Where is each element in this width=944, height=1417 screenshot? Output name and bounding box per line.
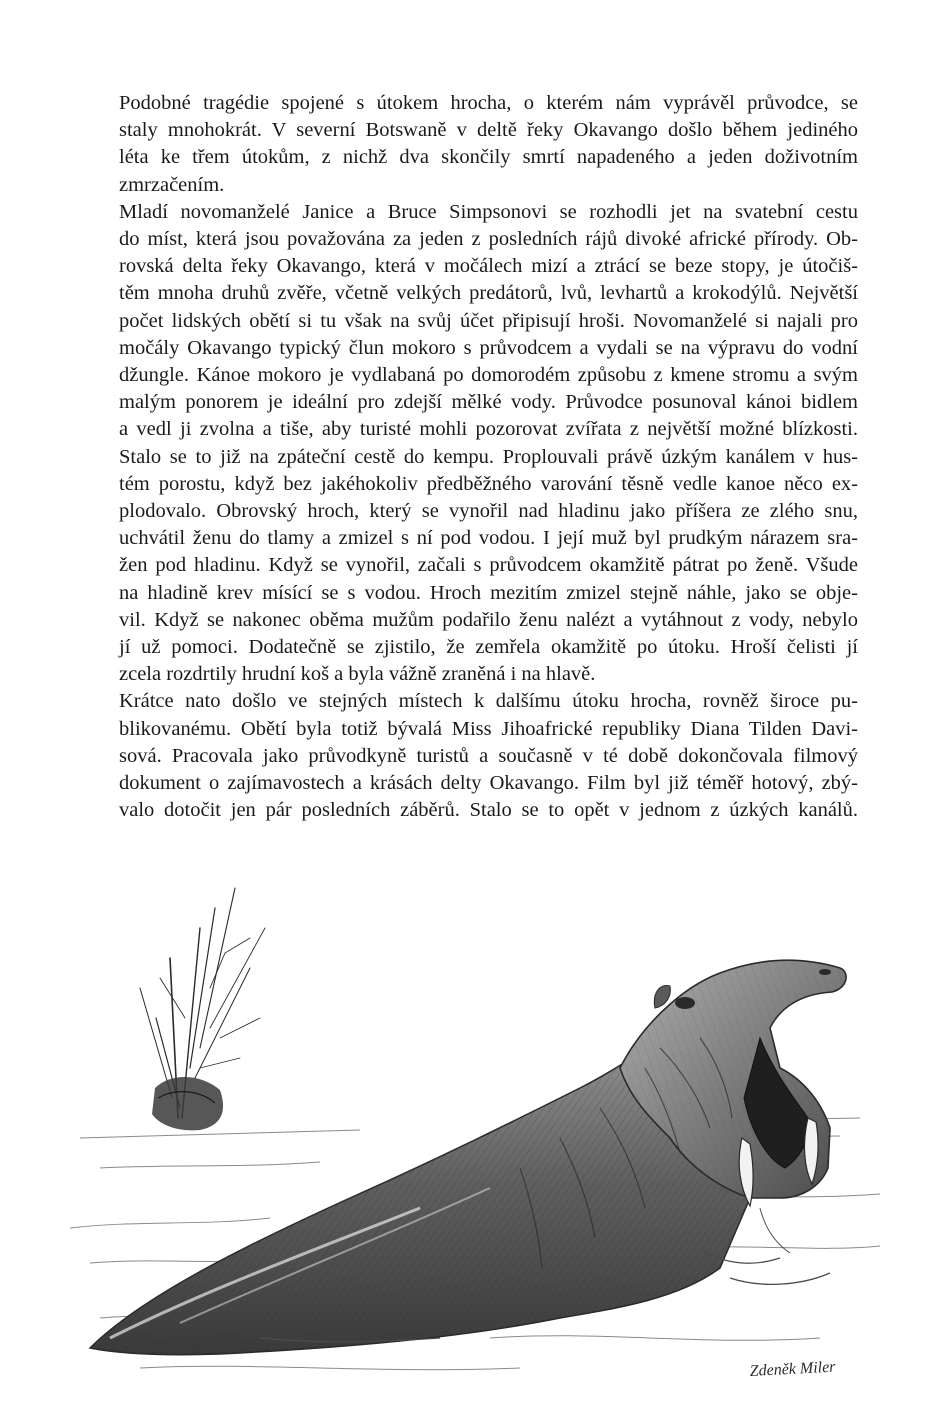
text-line: Stalo se to již na zpáteční cestě do kempu. Proplouvali právě úzkým kanálem v hus- xyxy=(119,445,858,468)
artist-signature: Zdeněk Miler xyxy=(749,1358,836,1380)
text-line: jí už pomoci. Dodatečně se zjistilo, že zemřela okamžitě po útoku. Hroší čelisti jí xyxy=(119,636,858,659)
text-line: do míst, která jsou považována za jeden z posledních rájů divoké africké přírody. Ob- xyxy=(119,228,858,251)
text-line: zmrzačením. xyxy=(119,173,225,196)
bush-base xyxy=(152,1077,223,1130)
hippo xyxy=(90,960,846,1355)
hippo-eye xyxy=(675,997,695,1009)
text-line: staly mnohokrát. V severní Botswaně v deltě řeky Okavango došlo během jediného xyxy=(119,119,858,142)
text-line: počet lidských obětí si tu však na svůj účet připisují hroši. Novomanželé si najali pro xyxy=(119,309,858,332)
text-line: žen pod hladinu. Když se vynořil, začali s průvodcem okamžitě pátrat po ženě. Všude xyxy=(119,554,858,577)
text-line: na hladině krev mísící se s vodou. Hroch mezitím zmizel stejně náhle, jako se obje- xyxy=(119,581,858,604)
text-line: malým ponorem je ideální pro zdejší mělké vody. Průvodce posunoval kánoi bidlem xyxy=(119,391,858,414)
text-line: a vedl ji zvolna a tiše, aby turisté mohli pozorovat zvířata z největší možné blízkosti. xyxy=(119,418,858,441)
text-line: džungle. Kánoe mokoro je vydlabaná po domorodém způsobu z kmene stromu a svým xyxy=(119,364,858,387)
text-line: rovská delta řeky Okavango, která v močálech mizí a ztrácí se beze stopy, je útočiš- xyxy=(119,255,858,278)
paragraph-2 xyxy=(88,199,858,689)
text-line: močály Okavango typický člun mokoro s průvodcem a vydali se na výpravu do vodní xyxy=(119,336,858,359)
text-line: těm mnoha druhů zvěře, včetně velkých predátorů, lvů, levhartů a krokodýlů. Největší xyxy=(119,282,858,305)
text-line: vil. Když se nakonec oběma mužům podařilo ženu nalézt a vytáhnout z vody, nebylo xyxy=(119,608,858,631)
text-line: tém porostu, když bez jakéhokoliv předběžného varování těsně vedle kanoe něco ex- xyxy=(119,472,858,495)
text-line: Krátce nato došlo ve stejných místech k dalšímu útoku hrocha, rovněž široce pu- xyxy=(119,690,858,713)
body-text xyxy=(88,90,858,824)
text-line: valo dotočit jen pár posledních záběrů. Stalo se to opět v jednom z úzkých kanálů. xyxy=(119,799,858,822)
hippo-illustration xyxy=(60,868,900,1408)
text-line: blikovanému. Obětí byla totiž bývalá Miss Jihoafrické republiky Diana Tilden Davi- xyxy=(119,717,858,740)
text-line: dokument o zajímavostech a krásách delty Okavango. Film byl již téměř hotový, zbý- xyxy=(119,772,858,795)
text-line: Podobné tragédie spojené s útokem hrocha, o kterém nám vyprávěl průvodce, se xyxy=(119,92,858,114)
text-line: zcela rozdrtily hrudní koš a byla vážně zraněná i na hlavě. xyxy=(119,663,596,686)
paragraph-3 xyxy=(88,688,858,824)
hippo-ear xyxy=(654,985,670,1008)
text-line: plodovalo. Obrovský hroch, který se vynořil nad hladinu jako příšera ze zlého snu, xyxy=(119,500,858,523)
text-line: Mladí novomanželé Janice a Bruce Simpsonovi se rozhodli jet na svatební cestu xyxy=(119,200,858,223)
text-line: uchvátil ženu do tlamy a zmizel s ní pod vodou. I její muž byl prudkým nárazem sra- xyxy=(119,527,858,550)
paragraph-1 xyxy=(88,90,858,199)
hippo-nostril xyxy=(819,969,831,975)
hippo-drawing xyxy=(60,868,900,1408)
text-line: léta ke třem útokům, z nichž dva skončily smrtí napadeného a jeden doživotním xyxy=(119,146,858,169)
text-line: sová. Pracovala jako průvodkyně turistů a současně v té době dokončovala filmový xyxy=(119,744,858,767)
